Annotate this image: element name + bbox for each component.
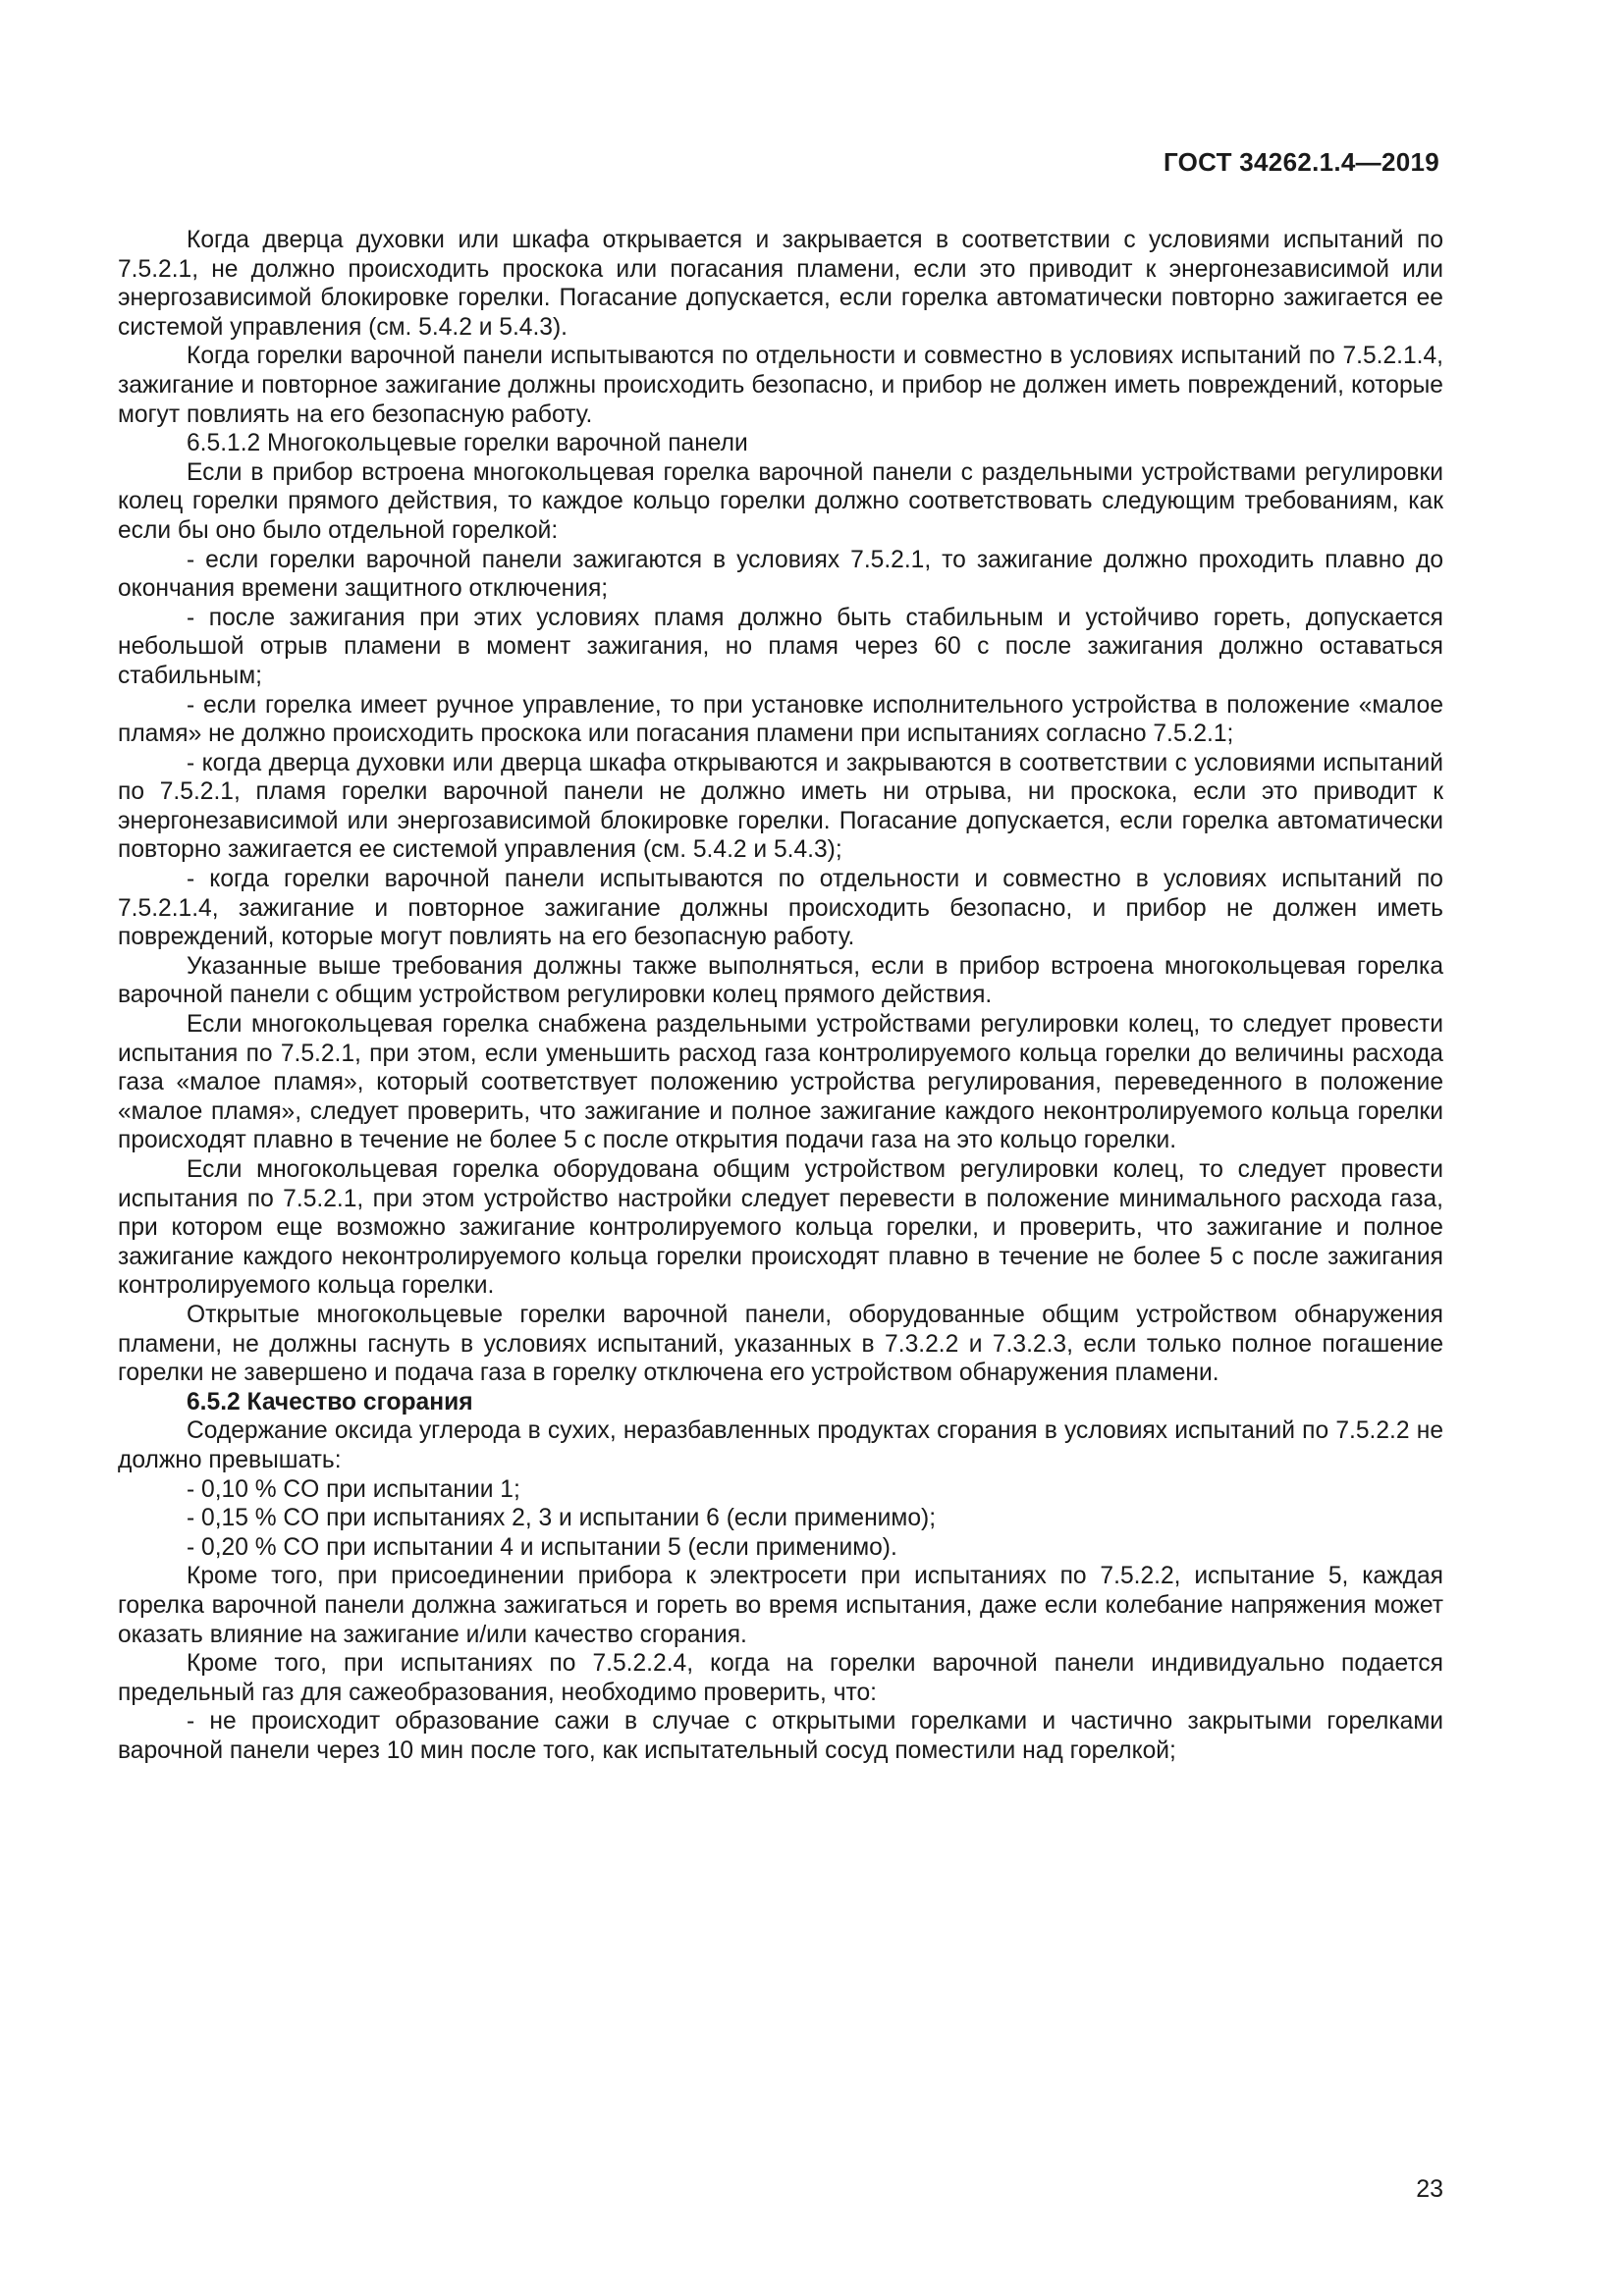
list-item: - когда горелки варочной панели испытываются по отдельности и совместно в условиях испытаний по 7.5.2.1.4, зажигание и повторное зажигание должны происходить безопасно, и прибор не должен иметь повреждений, которые могут повлиять на его безопасную работу. bbox=[118, 866, 1443, 951]
list-item: - 0,10 % CO при испытании 1; bbox=[187, 1475, 520, 1503]
list-item: - после зажигания при этих условиях пламя должно быть стабильным и устойчиво гореть, допускается небольшой отрыв пламени в момент зажигания, но пламя через 60 с после зажигания должно оставаться стабильным; bbox=[118, 604, 1443, 689]
document-code: ГОСТ 34262.1.4—2019 bbox=[1163, 147, 1439, 177]
paragraph: Кроме того, при присоединении прибора к электросети при испытаниях по 7.5.2.2, испытание 5, каждая горелка варочной панели должна зажигаться и гореть во время испытания, даже если колебание напряжения может оказать влияние на зажигание и/или качество сгорания. bbox=[118, 1563, 1443, 1648]
subsection-heading: 6.5.1.2 Многокольцевые горелки варочной панели bbox=[187, 430, 748, 457]
list-item: - 0,20 % CO при испытании 4 и испытании 5 (если применимо). bbox=[187, 1533, 897, 1561]
list-item: - если горелки варочной панели зажигаются в условиях 7.5.2.1, то зажигание должно проходить плавно до окончания времени защитного отключения; bbox=[118, 546, 1443, 603]
paragraph: Когда дверца духовки или шкафа открывается и закрывается в соответствии с условиями испытаний по 7.5.2.1, не должно происходить проскока или погасания пламени, если это приводит к энергонезависимой или энергозависимой блокировке горелки. Погасание допускается, если горелка автоматически повторно зажигается ее системой управления (см. 5.4.2 и 5.4.3). bbox=[118, 227, 1443, 341]
paragraph: Если многокольцевая горелка оборудована общим устройством регулировки колец, то следует провести испытания по 7.5.2.1, при этом устройство настройки следует перевести в положение минимального расхода газа, при котором еще возможно зажигание контролируемого кольца горелки, и проверить, что зажигание и полное зажигание каждого неконтролируемого кольца горелки происходят плавно в течение не более 5 с после зажигания контролируемого кольца горелки. bbox=[118, 1156, 1443, 1300]
page-number: 23 bbox=[1416, 2175, 1443, 2203]
paragraph: Указанные выше требования должны также выполняться, если в прибор встроена многокольцевая горелка варочной панели с общим устройством регулировки колец прямого действия. bbox=[118, 952, 1443, 1009]
paragraph: Содержание оксида углерода в сухих, неразбавленных продуктах сгорания в условиях испытаний по 7.5.2.2 не должно превышать: bbox=[118, 1417, 1443, 1473]
paragraph: Когда горелки варочной панели испытываются по отдельности и совместно в условиях испытаний по 7.5.2.1.4, зажигание и повторное зажигание должны происходить безопасно, и прибор не должен иметь повреждений, которые могут повлиять на его безопасную работу. bbox=[118, 343, 1443, 428]
paragraph: Кроме того, при испытаниях по 7.5.2.2.4, когда на горелки варочной панели индивидуально подается предельный газ для сажеобразования, необходимо проверить, что: bbox=[118, 1650, 1443, 1706]
section-heading: 6.5.2 Качество сгорания bbox=[187, 1388, 473, 1415]
paragraph: Если многокольцевая горелка снабжена раздельными устройствами регулировки колец, то следует провести испытания по 7.5.2.1, при этом, если уменьшить расход газа контролируемого кольца горелки до величины расхода газа «малое пламя», который соответствует положению устройства регулирования, переведенного в положение «малое пламя», следует проверить, что зажигание и полное зажигание каждого неконтролируемого кольца горелки происходят плавно в течение не более 5 с после открытия подачи газа на это кольцо горелки. bbox=[118, 1011, 1443, 1154]
list-item: - когда дверца духовки или дверца шкафа открываются и закрываются в соответствии с условиями испытаний по 7.5.2.1, пламя горелки варочной панели не должно иметь ни отрыва, ни проскока, если это приводит к энергонезависимой или энергозависимой блокировке горелки. Погасание допускается, если горелка автоматически повторно зажигается ее системой управления (см. 5.4.2 и 5.4.3); bbox=[118, 749, 1443, 864]
paragraph: Открытые многокольцевые горелки варочной панели, оборудованные общим устройством обнаружения пламени, не должны гаснуть в условиях испытаний, указанных в 7.3.2.2 и 7.3.2.3, если только полное погашение горелки не завершено и подача газа в горелку отключена его устройством обнаружения пламени. bbox=[118, 1301, 1443, 1387]
list-item: - 0,15 % CO при испытаниях 2, 3 и испытании 6 (если применимо); bbox=[187, 1505, 937, 1532]
list-item: - если горелка имеет ручное управление, то при установке исполнительного устройства в положение «малое пламя» не должно происходить проскока или погасания пламени при испытаниях согласно 7.5.2.1; bbox=[118, 691, 1443, 748]
paragraph: Если в прибор встроена многокольцевая горелка варочной панели с раздельными устройствами регулировки колец горелки прямого действия, то каждое кольцо горелки должно соответствовать следующим требованиям, как если бы оно было отдельной горелкой: bbox=[118, 458, 1443, 544]
body-text bbox=[118, 226, 1443, 1765]
list-item: - не происходит образование сажи в случае с открытыми горелками и частично закрытыми горелками варочной панели через 10 мин после того, как испытательный сосуд поместили над горелкой; bbox=[118, 1708, 1443, 1764]
